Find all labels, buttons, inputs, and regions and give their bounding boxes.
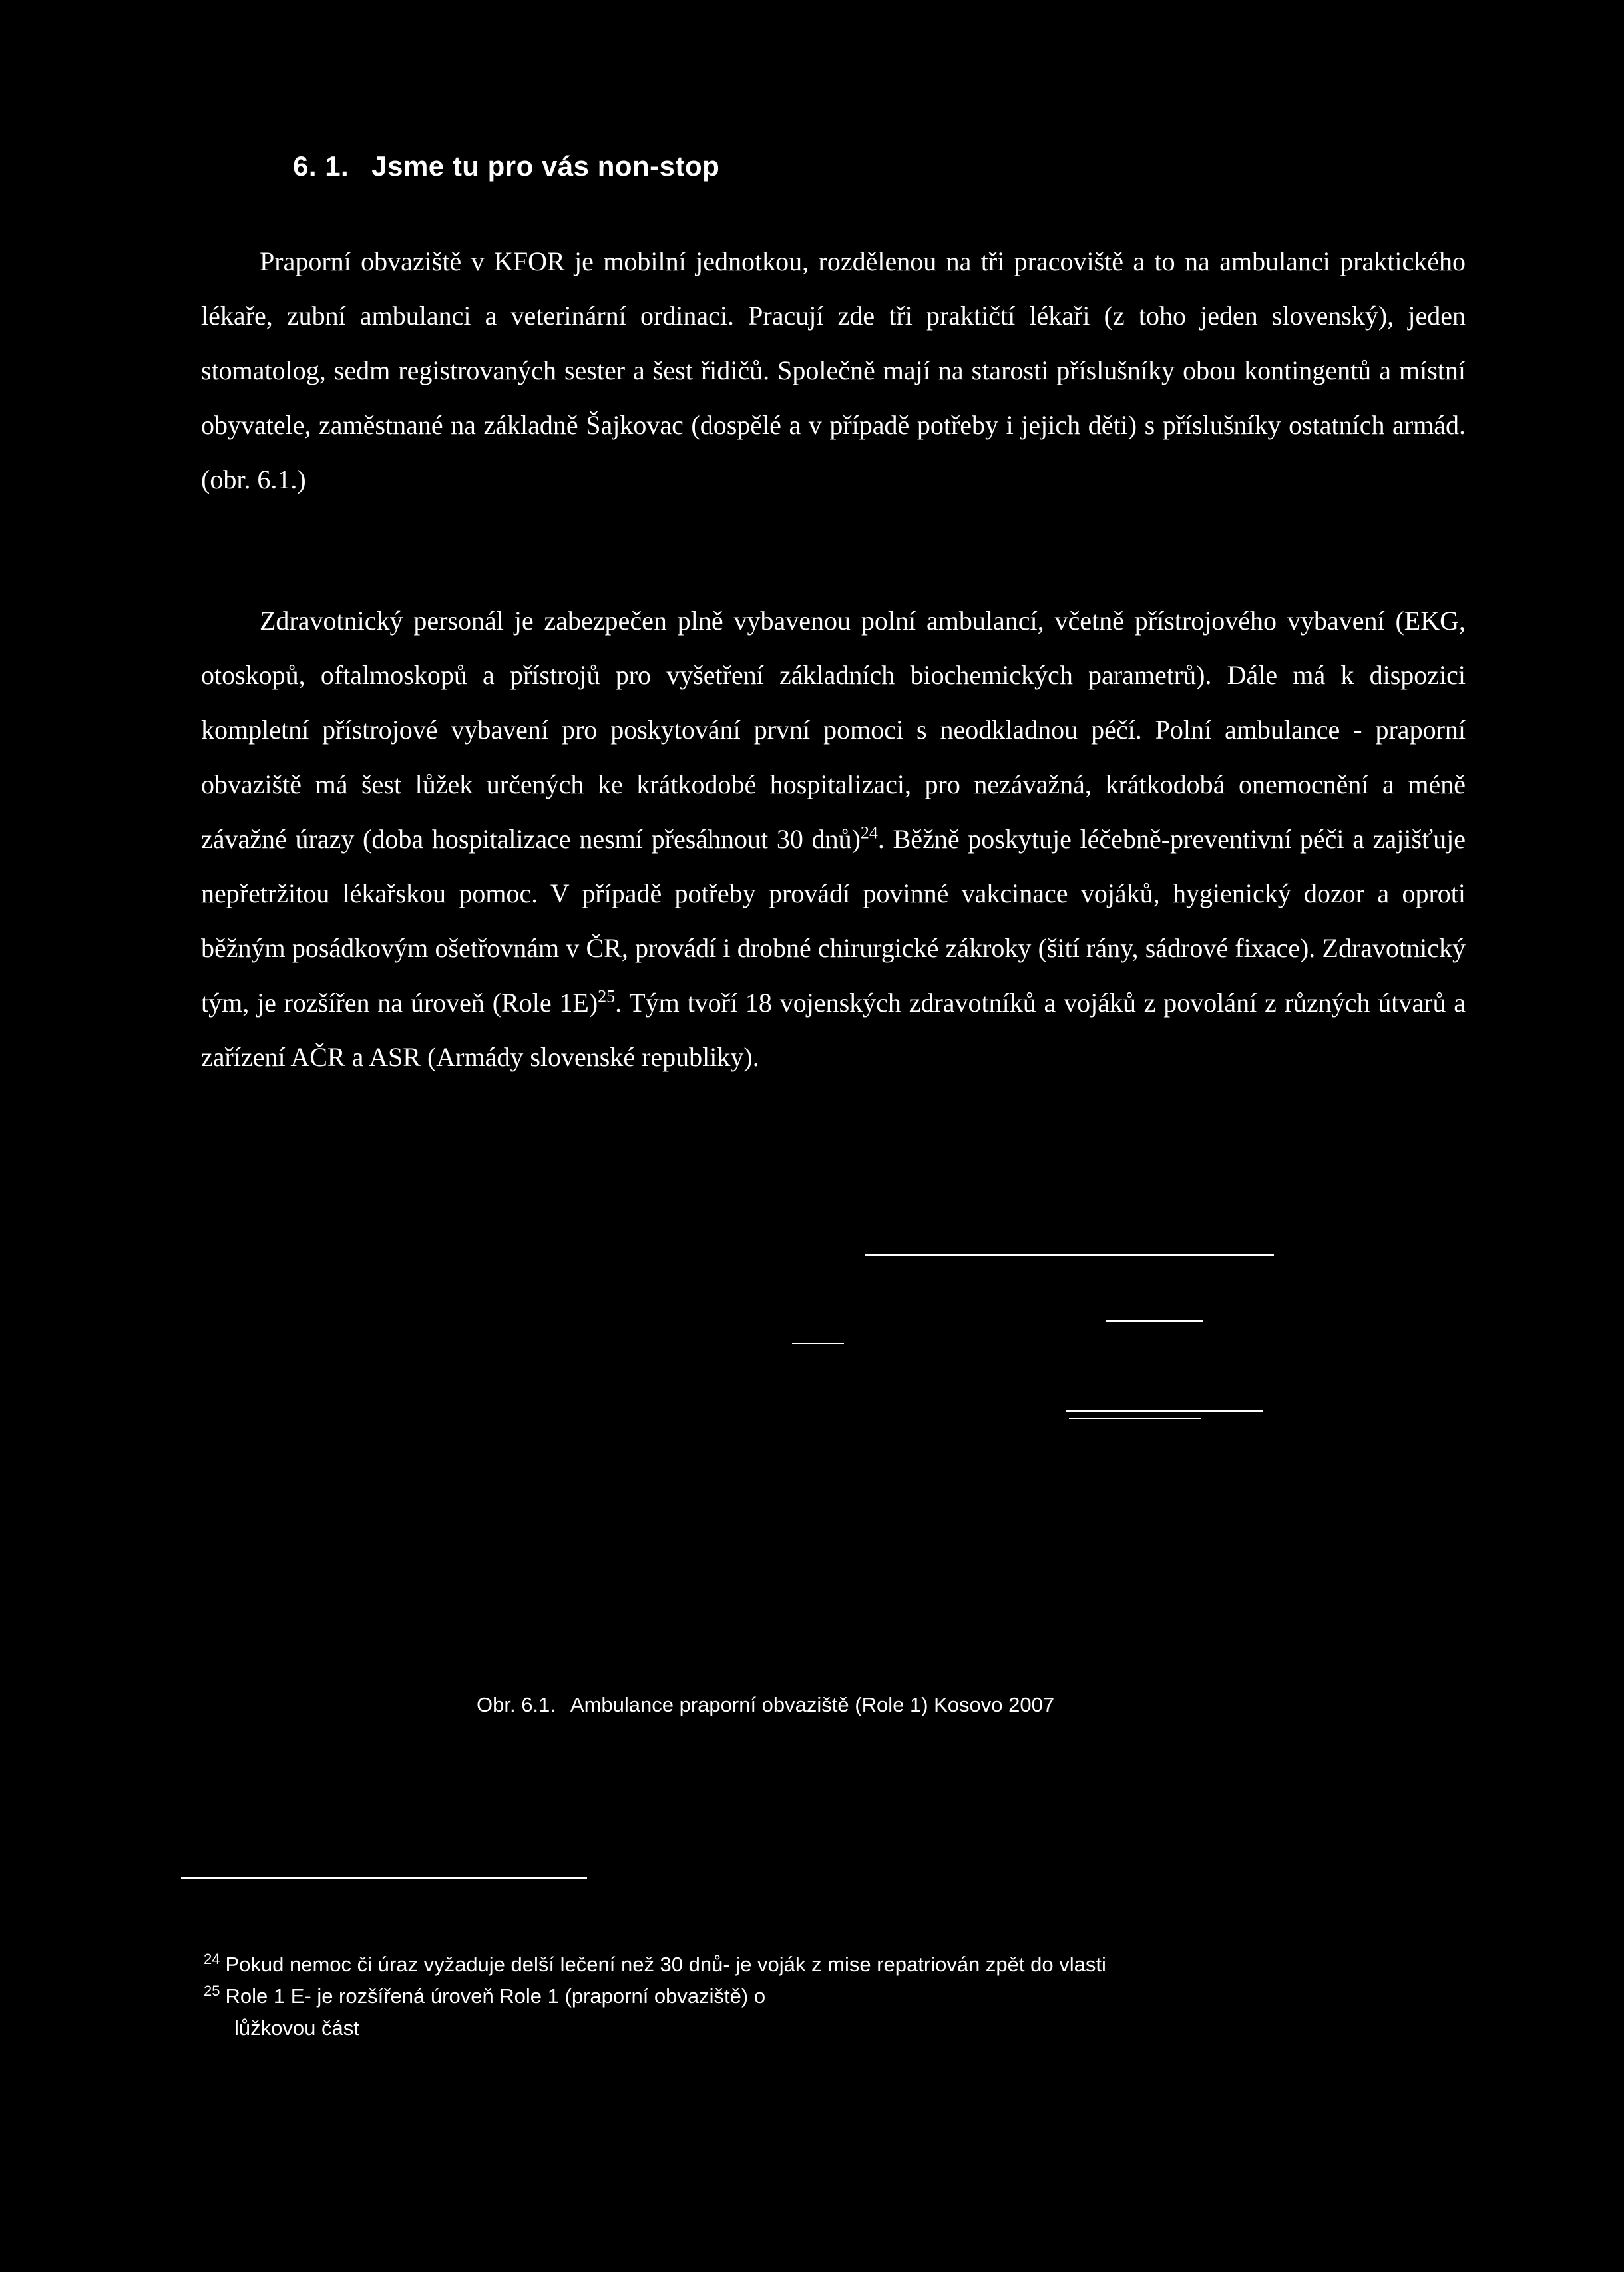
scan-line xyxy=(1066,1410,1263,1412)
section-number: 6. 1. xyxy=(293,150,349,182)
paragraph-2 xyxy=(201,594,1466,1085)
section-heading xyxy=(293,150,719,182)
paragraph-2-text xyxy=(201,594,1466,1085)
footnote-25-continuation: lůžkovou část xyxy=(234,2016,359,2040)
figure-caption-text: Ambulance praporní obvaziště (Role 1) Kosovo 2007 xyxy=(570,1693,1055,1716)
footnotes xyxy=(204,1949,1402,2044)
scan-line xyxy=(1069,1418,1201,1419)
scan-line xyxy=(792,1343,844,1344)
section-title: Jsme tu pro vás non-stop xyxy=(371,150,720,182)
paragraph-2-part-2: . Běžně poskytuje léčebně-preventivní péči a zajišťuje nepřetržitou lékařskou pomoc. V případě potřeby provádí povinné vakcinace vojáků, hygienický dozor a oproti běžným posádkovým ošetřovnám v ČR, provádí i drobné chirurgické zákroky (šití rány, sádrové fixace). Zdravotnický tým, je rozšířen na úroveň (Role 1E) xyxy=(201,824,1466,1018)
footnote-ref-24[interactable]: 24 xyxy=(860,823,878,843)
figure-caption-label: Obr. 6.1. xyxy=(477,1693,556,1716)
footnote-ref-25[interactable]: 25 xyxy=(598,986,616,1006)
paragraph-1-text: Praporní obvaziště v KFOR je mobilní jednotkou, rozdělenou na tři pracoviště a to na ambulanci praktického lékaře, zubní ambulanci a veterinární ordinaci. Pracují zde tři praktičtí lékaři (z toho jeden slovenský), jeden stomatolog, sedm registrovaných sester a šest řidičů. Společně mají na starosti příslušníky obou kontingentů a místní obyvatele, zaměstnané na základně Šajkovac (dospělé a v případě potřeby i jejich děti) s příslušníky ostatních armád. (obr. 6.1.) xyxy=(201,246,1466,494)
footnote-text: Role 1 E- je rozšířená úroveň Role 1 (praporní obvaziště) o xyxy=(225,1985,766,2008)
footnote-text: Pokud nemoc či úraz vyžaduje delší lečení než 30 dnů- je voják z mise repatriován zpět do vlasti xyxy=(225,1953,1106,1976)
footnote-separator xyxy=(181,1877,587,1879)
footnote-mark: 24 xyxy=(204,1950,220,1967)
scan-line xyxy=(865,1254,1274,1256)
paragraph-2-part-3: . Tým tvoří 18 vojenských zdravotníků a vojáků z povolání z různých útvarů a zařízení AČR a ASR (Armády slovenské republiky). xyxy=(201,988,1466,1072)
paragraph-2-part-1: Zdravotnický personál je zabezpečen plně vybavenou polní ambulancí, včetně přístrojového vybavení (EKG, otoskopů, oftalmoskopů a přístrojů pro vyšetření základních biochemických parametrů). Dále má k dispozici kompletní přístrojové vybavení pro poskytování první pomoci s neodkladnou péčí. Polní ambulance - praporní obvaziště má šest lůžek určených ke krátkodobé hospitalizaci, pro nezávažná, krátkodobá onemocnění a méně závažné úrazy (doba hospitalizace nesmí přesáhnout 30 dnů) xyxy=(201,606,1466,854)
figure-caption xyxy=(477,1693,1054,1717)
footnote-mark: 25 xyxy=(204,1982,220,1999)
footnote-25 xyxy=(204,1981,1402,2012)
footnote-24 xyxy=(204,1949,1402,1981)
scan-line xyxy=(1106,1320,1203,1322)
paragraph-1 xyxy=(201,234,1466,507)
